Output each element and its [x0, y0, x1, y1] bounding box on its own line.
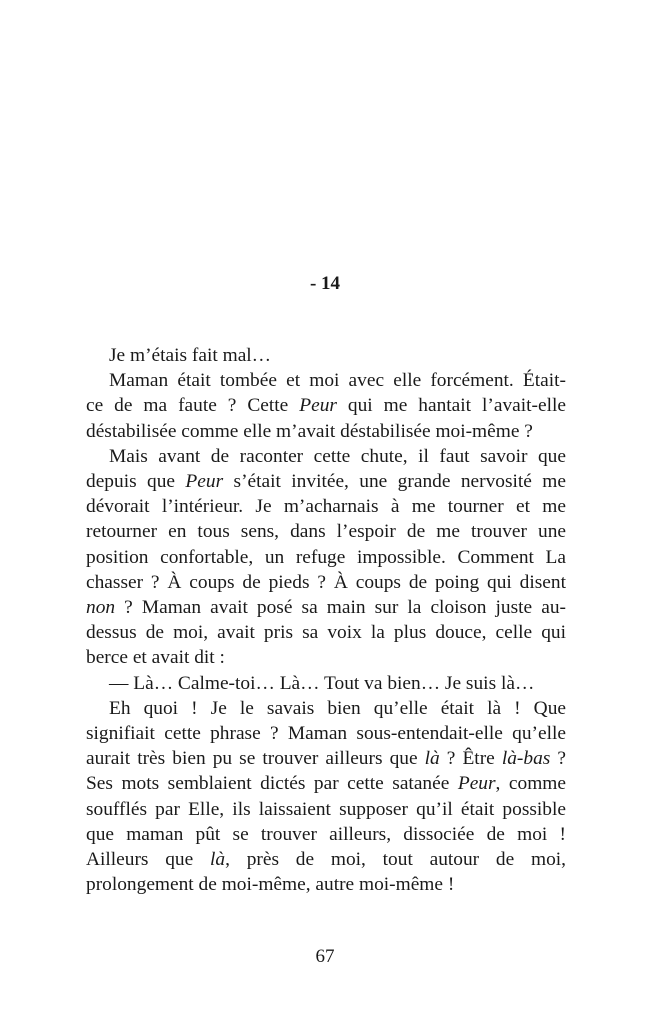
text-line: [86, 393, 566, 418]
text-line: [86, 645, 566, 670]
italic-word: Peur: [457, 773, 496, 795]
paragraph: [86, 696, 566, 898]
text-line: [86, 419, 566, 444]
text-line: [86, 595, 566, 620]
text-run: dessus de moi, avait pris sa voix la plus douce, celle qui: [86, 622, 566, 644]
text-run: position confortable, un refuge impossible. Comment La: [86, 546, 566, 568]
italic-word: là: [210, 849, 226, 871]
text-line: [86, 822, 566, 847]
paragraph: [86, 368, 566, 444]
text-run: , près de moi, tout autour de moi,: [225, 849, 566, 871]
text-line: [86, 519, 566, 544]
text-run: ce de ma faute ? Cette: [86, 395, 300, 417]
text-line: [86, 545, 566, 570]
text-run: chasser ? À coups de pieds ? À coups de poing qui disent: [86, 571, 566, 593]
text-body: [86, 343, 566, 897]
text-run: ?: [550, 748, 566, 770]
italic-word: non: [86, 597, 116, 619]
text-run: aurait très bien pu se trouver ailleurs que: [86, 748, 425, 770]
italic-word: Peur: [185, 471, 224, 493]
text-line: [86, 696, 566, 721]
text-run: depuis que: [86, 471, 186, 493]
text-run: soufflés par Elle, ils laissaient supposer qu’il était possible: [86, 798, 566, 820]
text-run: , comme: [495, 773, 566, 795]
text-line: [86, 872, 566, 897]
text-run: déstabilisée comme elle m’avait déstabilisée moi-même ?: [86, 420, 533, 442]
italic-word: là-bas: [501, 748, 551, 770]
text-run: Eh quoi ! Je le savais bien qu’elle était là ! Que: [109, 697, 566, 719]
text-run: s’était invitée, une grande nervosité me: [223, 471, 566, 493]
text-line: [86, 494, 566, 519]
text-line: [86, 620, 566, 645]
text-line: [86, 368, 566, 393]
italic-word: Peur: [299, 395, 337, 417]
text-run: ? Être: [439, 748, 502, 770]
text-run: qui me hantait l’avait-elle: [336, 395, 566, 417]
paragraph: [86, 343, 566, 368]
text-line: [86, 746, 566, 771]
text-line: [86, 469, 566, 494]
text-line: [86, 797, 566, 822]
paragraph: [86, 671, 566, 696]
text-run: Maman était tombée et moi avec elle forcément. Était-: [109, 370, 566, 392]
text-run: retourner en tous sens, dans l’espoir de me trouver une: [86, 521, 566, 543]
text-run: ? Maman avait posé sa main sur la cloison juste au-: [115, 597, 566, 619]
text-line: [86, 671, 566, 696]
paragraph: [86, 444, 566, 671]
text-line: [86, 570, 566, 595]
text-run: prolongement de moi-même, autre moi-même !: [86, 874, 455, 896]
page-number: 67: [315, 946, 335, 967]
text-run: Je m’étais fait mal…: [109, 345, 272, 366]
text-line: [86, 343, 566, 368]
italic-word: là: [424, 748, 440, 770]
text-run: que maman pût se trouver ailleurs, dissociée de moi !: [86, 823, 566, 845]
text-run: berce et avait dit :: [86, 647, 225, 669]
text-run: dévorait l’intérieur. Je m’acharnais à me tourner et me: [86, 496, 566, 518]
text-run: Mais avant de raconter cette chute, il faut savoir que: [109, 445, 566, 467]
text-line: [86, 847, 566, 872]
chapter-heading: - 14: [309, 273, 341, 294]
text-run: signifiait cette phrase ? Maman sous-entendait-elle qu’elle: [86, 723, 566, 745]
text-run: Ses mots semblaient dictés par cette satanée: [86, 773, 458, 795]
text-line: [86, 444, 566, 469]
text-run: Ailleurs que: [86, 849, 211, 871]
text-line: [86, 721, 566, 746]
text-line: [86, 771, 566, 796]
text-run: — Là… Calme-toi… Là… Tout va bien… Je suis là…: [109, 672, 535, 694]
